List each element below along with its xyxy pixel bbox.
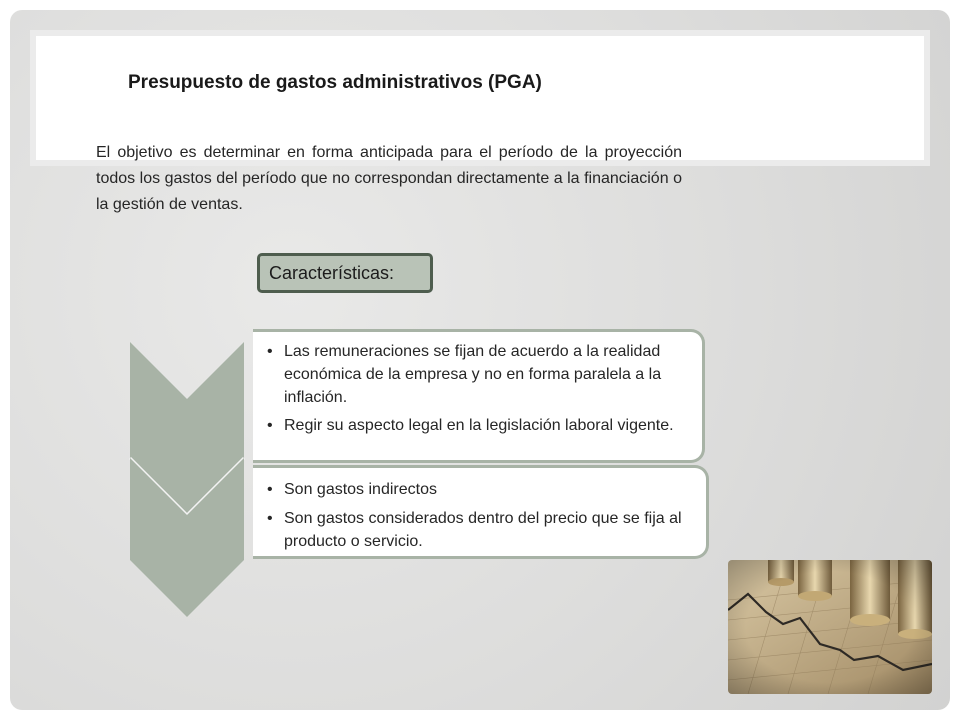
list-item: • Son gastos considerados dentro del precio que se fija al producto o servicio. (267, 507, 692, 553)
coins-chart-photo (728, 560, 932, 694)
slide-title: Presupuesto de gastos administrativos (PGA) (128, 72, 542, 93)
list-item: • Son gastos indirectos (267, 478, 692, 501)
list-item: • Regir su aspecto legal en la legislación laboral vigente. (267, 414, 688, 437)
bullet-list-1 (267, 340, 688, 437)
list-item: • Las remuneraciones se fijan de acuerdo a la realidad económica de la empresa y no en forma paralela a la inflación. (267, 340, 688, 409)
description-paragraph: El objetivo es determinar en forma anticipada para el período de la proyección todos los gastos del período que no correspondan directamente a la financiación o la gestión de ventas. (96, 144, 682, 213)
coins-and-financial-chart-photo (728, 560, 932, 694)
characteristics-panel-1 (253, 329, 705, 463)
characteristics-panel-2 (253, 465, 709, 559)
characteristics-label-text: Características: (269, 262, 395, 283)
bullet-list-2 (267, 478, 692, 553)
